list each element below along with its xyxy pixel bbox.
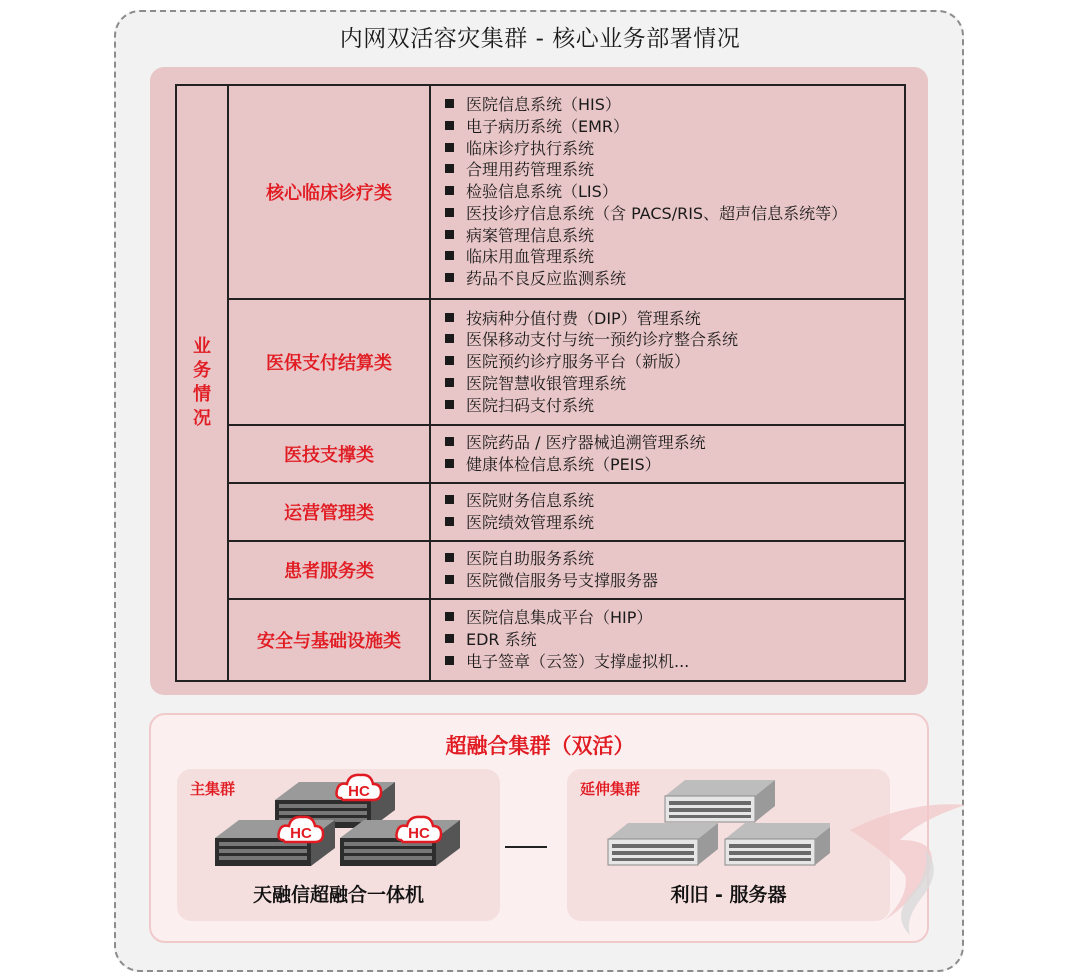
- system-list: [445, 432, 904, 476]
- square-bullet-icon: [445, 378, 454, 387]
- category-items: [430, 483, 905, 541]
- category-name: 医保支付结算类: [228, 299, 430, 425]
- square-bullet-icon: [445, 313, 454, 322]
- system-list-item: [445, 181, 904, 203]
- square-bullet-icon: [445, 553, 454, 562]
- square-bullet-icon: [445, 575, 454, 584]
- square-bullet-icon: [445, 121, 454, 130]
- system-name: 医技诊疗信息系统（含 PACS/RIS、超声信息系统等）: [466, 203, 848, 223]
- system-name: 临床用血管理系统: [466, 247, 595, 267]
- extension-server-illustration: [600, 775, 830, 875]
- square-bullet-icon: [445, 517, 454, 526]
- hc-badge: HC: [408, 825, 430, 842]
- system-list-item: [445, 94, 904, 116]
- system-list: [445, 308, 904, 417]
- category-row: [176, 483, 905, 541]
- system-list-item: [445, 454, 904, 476]
- swoosh-decoration: [830, 800, 970, 940]
- system-list-item: [445, 329, 904, 351]
- category-items: [430, 599, 905, 681]
- cluster-title: 超融合集群（双活）: [445, 734, 635, 758]
- hc-badge: HC: [290, 825, 312, 842]
- category-name: 安全与基础设施类: [228, 599, 430, 681]
- category-row: [176, 299, 905, 425]
- side-label-text: 业务情况: [193, 336, 211, 429]
- extension-cluster-caption: 利旧 - 服务器: [670, 884, 787, 906]
- square-bullet-icon: [445, 208, 454, 217]
- system-name: 医院信息集成平台（HIP）: [466, 608, 653, 628]
- square-bullet-icon: [445, 186, 454, 195]
- system-list-item: [445, 607, 904, 629]
- system-list: [445, 607, 904, 672]
- system-name: 检验信息系统（LIS）: [466, 182, 618, 202]
- system-list-item: [445, 246, 904, 268]
- system-name: 医院预约诊疗服务平台（新版）: [466, 352, 691, 372]
- square-bullet-icon: [445, 356, 454, 365]
- system-name: 健康体检信息系统（PEIS）: [466, 455, 661, 474]
- system-name: 医院财务信息系统: [466, 491, 595, 511]
- cluster-link-line: [505, 846, 547, 848]
- category-row: [176, 425, 905, 483]
- square-bullet-icon: [445, 612, 454, 621]
- category-row: [176, 599, 905, 681]
- hc-badge: HC: [348, 783, 370, 800]
- category-name: 患者服务类: [228, 541, 430, 599]
- system-list-item: [445, 116, 904, 138]
- system-list-item: [445, 351, 904, 373]
- square-bullet-icon: [445, 143, 454, 152]
- square-bullet-icon: [445, 495, 454, 504]
- category-items: [430, 425, 905, 483]
- system-list-item: [445, 203, 904, 225]
- system-name: 医院自助服务系统: [466, 549, 595, 569]
- square-bullet-icon: [445, 273, 454, 282]
- system-list: [445, 548, 904, 592]
- system-name: 医院微信服务号支撑服务器: [466, 571, 659, 590]
- system-list: [445, 490, 904, 534]
- system-name: 病案管理信息系统: [466, 225, 595, 245]
- category-row: [176, 541, 905, 599]
- square-bullet-icon: [445, 99, 454, 108]
- square-bullet-icon: [445, 656, 454, 665]
- system-list-item: [445, 490, 904, 512]
- primary-cluster-caption: 天融信超融合一体机: [252, 884, 424, 906]
- system-name: 医院药品 / 医疗器械追溯管理系统: [466, 433, 706, 453]
- system-name: 医院智慧收银管理系统: [466, 373, 627, 393]
- primary-server-illustration: [205, 770, 475, 880]
- system-list-item: [445, 512, 904, 534]
- system-name: 电子签章（云签）支撑虚拟机...: [466, 651, 690, 671]
- system-list-item: [445, 570, 904, 592]
- system-list: [445, 94, 904, 290]
- system-list-item: [445, 138, 904, 160]
- category-name: 核心临床诊疗类: [228, 85, 430, 299]
- system-list-item: [445, 629, 904, 651]
- category-items: [430, 85, 905, 299]
- business-table: [175, 84, 906, 682]
- square-bullet-icon: [445, 634, 454, 643]
- system-name: 合理用药管理系统: [466, 160, 595, 180]
- system-name: 临床诊疗执行系统: [466, 138, 595, 158]
- system-list-item: [445, 651, 904, 673]
- category-items: [430, 299, 905, 425]
- square-bullet-icon: [445, 437, 454, 446]
- square-bullet-icon: [445, 251, 454, 260]
- system-name: 医院信息系统（HIS）: [466, 94, 621, 114]
- system-name: 药品不良反应监测系统: [466, 269, 627, 289]
- system-list-item: [445, 395, 904, 417]
- system-list-item: [445, 159, 904, 181]
- square-bullet-icon: [445, 230, 454, 239]
- category-row: [176, 85, 905, 299]
- system-name: 医保移动支付与统一预约诊疗整合系统: [466, 330, 739, 350]
- system-list-item: [445, 373, 904, 395]
- system-list-item: [445, 268, 904, 290]
- system-name: 电子病历系统（EMR）: [466, 116, 630, 136]
- system-list-item: [445, 225, 904, 247]
- system-list-item: [445, 548, 904, 570]
- system-name: 医院绩效管理系统: [466, 513, 595, 532]
- category-name: 医技支撑类: [228, 425, 430, 483]
- side-label: [176, 85, 228, 681]
- square-bullet-icon: [445, 164, 454, 173]
- category-name: 运营管理类: [228, 483, 430, 541]
- category-items: [430, 541, 905, 599]
- square-bullet-icon: [445, 400, 454, 409]
- primary-cluster-label: 主集群: [190, 780, 236, 798]
- system-name: 医院扫码支付系统: [466, 395, 595, 415]
- square-bullet-icon: [445, 459, 454, 468]
- system-list-item: [445, 432, 904, 454]
- square-bullet-icon: [445, 334, 454, 343]
- page-title: 内网双活容灾集群 - 核心业务部署情况: [339, 26, 741, 52]
- system-name: 按病种分值付费（DIP）管理系统: [466, 308, 701, 328]
- system-list-item: [445, 308, 904, 330]
- system-name: EDR 系统: [466, 630, 537, 650]
- extension-cluster-label: 延伸集群: [580, 780, 641, 798]
